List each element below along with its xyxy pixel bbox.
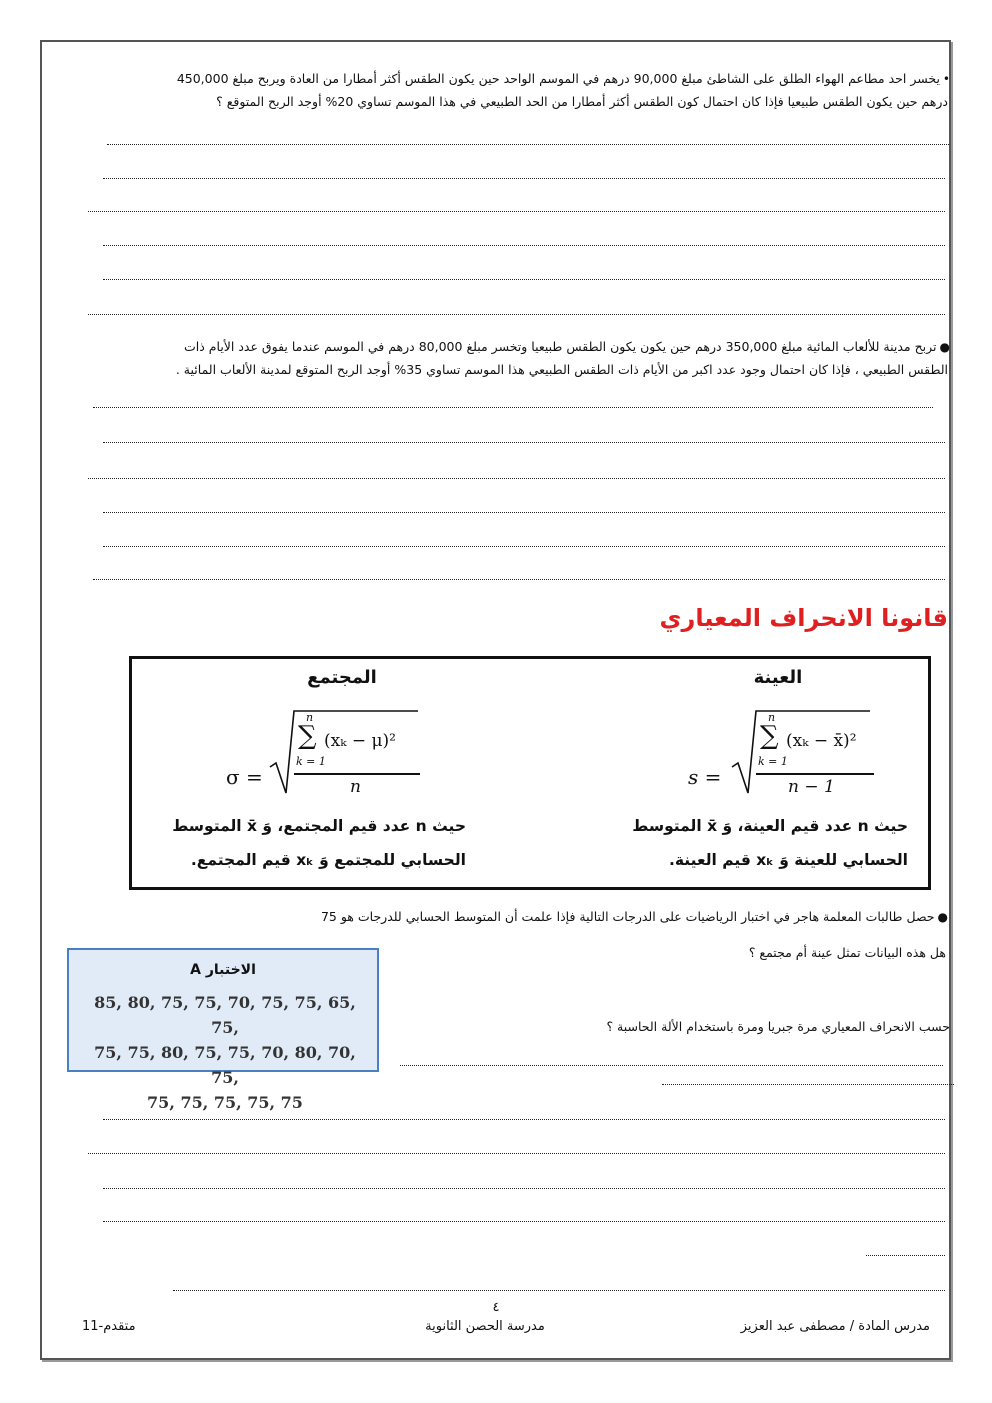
population-denominator: n [350,777,361,797]
data-values-line1: 85, 80, 75, 75, 70, 75, 75, 65, 75, [94,993,356,1037]
answer-line [662,1083,954,1085]
population-numerator: (xₖ − μ)² [324,731,396,751]
answer-line [107,143,949,145]
radical-icon [268,709,418,799]
sum-upper: n [768,711,776,724]
answer-line [88,313,945,315]
answer-line [866,1254,945,1256]
problem1-text-line1: يخسر احد مطاعم الهواء الطلق على الشاطئ مبلغ 90,000 درهم في الموسم الواحد حين يكون الطقس أكثر أمطارا من العادة ويربح مبلغ 450,000 [176,71,940,86]
problem3-intro [148,906,948,928]
problem3-question1: هل هذه البيانات تمثل عينة أم مجتمع ؟ [748,945,946,960]
footer-teacher: مدرس المادة / مصطفى عبد العزيز [740,1319,930,1334]
sample-title: العينة [753,667,803,688]
fraction-bar [756,773,874,775]
answer-line [93,406,933,408]
sample-denominator: n − 1 [788,777,835,797]
answer-line [400,1064,943,1066]
formula-box [129,656,931,890]
data-box [67,948,379,1112]
answer-line [103,545,945,547]
population-note [126,809,466,877]
problem3-question2: حسب الانحراف المعياري مرة جبريا ومرة باستخدام الألة الحاسبة ؟ [606,1019,950,1034]
sample-note-line1: حيث n عدد قيم العينة، وَ x̄ المتوسط [632,817,908,835]
population-lhs: σ = [226,765,263,789]
sample-formula [548,659,928,887]
footer-school: مدرسة الحصن الثانوية [425,1319,545,1334]
data-box-values [89,990,361,1115]
answer-line [93,578,945,580]
answer-line [103,1220,945,1222]
sum-icon: ∑ [760,721,779,751]
sample-note [568,809,908,877]
answer-line [103,1187,945,1189]
page-number: ٤ [492,1300,500,1315]
answer-line [88,210,945,212]
data-values-line3: 75, 75, 75, 75, 75 [147,1093,303,1112]
bullet-icon: • [942,72,950,86]
answer-line [103,177,945,179]
sum-lower: k = 1 [296,755,326,768]
answer-line [103,244,945,246]
problem2-text-line1: تربح مدينة للألعاب المائية مبلغ 350,000 درهم حين يكون يكون الطقس طبيعيا وتخسر مبلغ 80,000 درهم في الموسم عندما يفوق عدد الأيام ذات [183,339,937,354]
problem2-line1 [80,336,950,358]
sample-note-line2: الحسابي للعينة وَ xₖ قيم العينة. [669,851,908,869]
sample-lhs: s = [688,765,722,789]
fraction-bar [294,773,420,775]
answer-line [88,1152,945,1154]
answer-line [103,1118,945,1120]
data-box-title: الاختبار A [190,962,256,978]
population-title: المجتمع [307,667,377,688]
sum-icon: ∑ [298,721,317,751]
answer-line [88,477,945,479]
footer-grade: 11-متقدم [82,1319,136,1334]
problem1-text-line2: درهم حين يكون الطقس طبيعيا فإذا كان احتمال كون الطقس أكثر أمطارا من الحد الطبيعي في هذا الموسم تساوي 20% أوجد الربح المتوقع ؟ [216,94,948,109]
problem3-intro-text: حصل طالبات المعلمة هاجر في اختبار الرياضيات على الدرجات التالية فإذا علمت أن المتوسط الحسابي للدرجات هو 75 [320,909,935,924]
sum-lower: k = 1 [758,755,788,768]
answer-line [103,278,945,280]
data-values-line2: 75, 75, 80, 75, 75, 70, 80, 70, 75, [94,1043,356,1087]
population-note-line2: الحسابي للمجتمع وَ xₖ قيم المجتمع. [190,851,466,869]
bullet-icon: ● [939,340,950,354]
sample-numerator: (xₖ − x̄)² [786,731,857,751]
section-title: قانونا الانحراف المعياري [659,604,948,632]
answer-line [103,441,945,443]
sum-upper: n [306,711,314,724]
population-equation [226,709,456,809]
problem2-line2 [78,359,948,381]
answer-line [103,511,945,513]
problem1-line2 [78,91,948,113]
answer-line [173,1289,945,1291]
problem1-line1 [80,68,950,90]
population-note-line1: حيث n عدد قيم المجتمع، وَ x̄ المتوسط [172,817,466,835]
sample-equation [688,709,918,809]
population-formula [132,659,512,887]
problem2-text-line2: الطقس الطبيعي ، فإذا كان احتمال وجود عدد اكبر من الأيام ذات الطقس الطبيعي هذا الموسم تساوي 35% أوجد الربح المتوقع لمدينة الألعاب المائية . [175,362,948,377]
bullet-icon: ● [937,910,948,924]
